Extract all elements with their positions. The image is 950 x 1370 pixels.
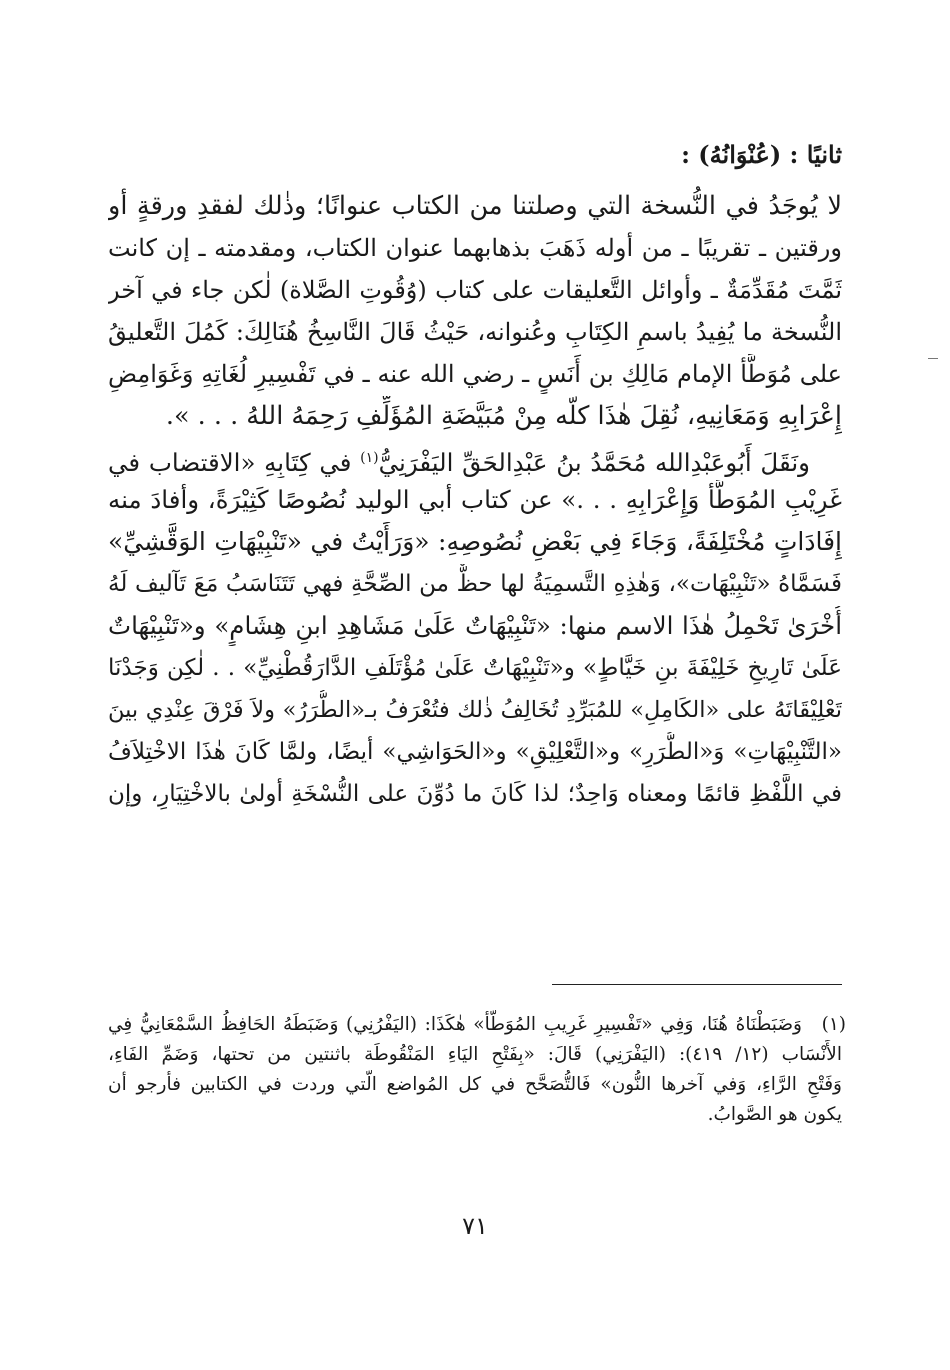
paragraph-text: في كِتَابِهِ «الاقتضاب في: [108, 448, 361, 478]
footnote-line: وَضَبَطْنَاهُ هُنَا، وَفِي «تَفْسِيرِ غَرِيبِ المُوَطَّأ» هٰكَذَا: (اليَفْرُنِي) وَضَبَطَهُ الحَافِظُ السَّمْعَانِيُّ فِي: [108, 1014, 802, 1035]
paragraph-line: في اللَّفْظِ قائمًا ومعناه وَاحِدٌ؛ لذا كَانَ ما دُوِّنَ على النُّسْخَةِ أولىٰ بالاخْتِيَارِ، وإن: [108, 781, 842, 807]
paragraph-line: «التَّنْبِيْهَاتِ» وَ«الطُّرَرِ» و«التَّعْلِيْقِ» و«الحَوَاشِي» أيضًا، ولمَّا كَانَ هٰذَا الاخْتِلاَفُ: [108, 739, 842, 765]
paragraph-line: عَلَىٰ تَارِيخِ خَلِيْفَةَ بنِ خَيَّاطٍ» و«تَنْبِيْهَاتٌ عَلَىٰ مُؤْتَلَفِ الدَّارَقُطْنِيِّ» . . لٰكِن وَجَدْنَا: [108, 655, 842, 681]
paragraph-line: إِعْرَابِهِ وَمَعَانِيهِ، نُقِلَ هٰذَا كلُّه مِنْ مُبَيَّضَةِ المُؤَلِّفِ رَحِمَهُ اللهُ . . . ».: [165, 401, 842, 431]
paragraph-line: النُّسخة ما يُفِيدُ باسمِ الكِتَابِ وعُنوانه، حَيْثُ قَالَ النَّاسِخُ هُنَالِكَ: كَمُلَ التَّعليقُ: [108, 318, 842, 346]
section-heading: ثانيًا : (عُنْوَانُهُ) :: [681, 140, 842, 169]
paragraph-text: ونَقَلَ أَبُوعَبْدِالله مُحَمَّدُ بنُ عَبْدِالحَقِّ اليَفْرَنِيُّ: [378, 448, 810, 478]
paragraph-line: لا يُوجَدُ في النُّسخة التي وصلتنا من الكتاب عنوانًا؛ وذٰلك لفقدِ ورقةٍ أو: [108, 191, 842, 221]
paragraph-line: أُخْرَىٰ تَحْمِلُ هٰذَا الاسم منها: «تَنْبِيْهَاتٌ عَلَىٰ مَشَاهِدِ ابنِ هِشَامٍ» و«تَنْبِيْهَاتٌ: [108, 611, 842, 640]
paragraph-line: غَرِيْبِ المُوَطَّأ وَإِعْرَابِهِ . . .» عن كتاب أبي الوليد نُصُوصًا كَثِيْرَةً، وأفادَ منه: [108, 485, 842, 514]
paragraph-line: ورقتين ـ تقريبًا ـ من أوله ذَهَبَ بذهابهما عنوان الكتاب، ومقدمته ـ إن كانت: [108, 234, 842, 262]
footnote-divider: [552, 984, 842, 985]
margin-mark: [928, 358, 938, 359]
paragraph-line: فَسَمَّاهُ «تَنْبِيْهَات»، وَهٰذِهِ التَّسمِيَةُ لها حظٌّ من الصِّحَّةِ فهي تَتَنَاسَبُ مَعَ تَآليف لَهُ: [108, 571, 842, 597]
paragraph-line: [108, 438, 810, 478]
footnote-line: يكون هو الصَّوابُ.: [707, 1104, 842, 1125]
page-number: ٧١: [462, 1212, 488, 1240]
footnote-marker: (١): [821, 1014, 846, 1035]
paragraph-line: ثَمَّتَ مُقَدِّمَةٌ ـ وأوائل التَّعليقات على كتاب (وُقُوتِ الصَّلاة) لٰكن جاء في آخر: [108, 276, 842, 304]
footnote-line: الأَنْسَاب (١٢/ ٤١٩): (اليَفْرَنِي) قَالَ: «بِفَتْحِ اليَاءِ المَنْقُوطَة باثنتين من تحتها، وَضَمِّ الفَاءِ،: [108, 1044, 842, 1065]
footnote-reference: (١): [360, 450, 379, 466]
footnote-line: وَفَتْحِ الرَّاءِ، وَفي آخرها النُّون» فَالتُّصَحَّح في كل المُواضع الَّتي وردت في الكتابين فأرجو أن: [108, 1074, 842, 1095]
paragraph-line: إِفَادَاتٍ مُخْتَلِفَةً، وَجَاءَ فِي بَعْضِ نُصُوصِهِ: «وَرَأَيْتُ في «تَنْبِيْهَاتِ الوَقَّشِيِّ»: [108, 527, 842, 556]
paragraph-line: على مُوَطَّأ الإمام مَالِكِ بن أَنَسٍ ـ رضي الله عنه ـ في تَفْسِيرِ لُغَاتِهِ وَغَوَامِضِ: [108, 360, 842, 388]
paragraph-line: تَعْلِيْقَاتَهُ على «الكَامِلِ» للمُبَرِّدِ تُخَالِفُ ذٰلك فتُعْرَفُ بـ«الطُّرَرُ» ولاَ فَرْقَ عِنْدِي بينَ: [108, 697, 842, 723]
